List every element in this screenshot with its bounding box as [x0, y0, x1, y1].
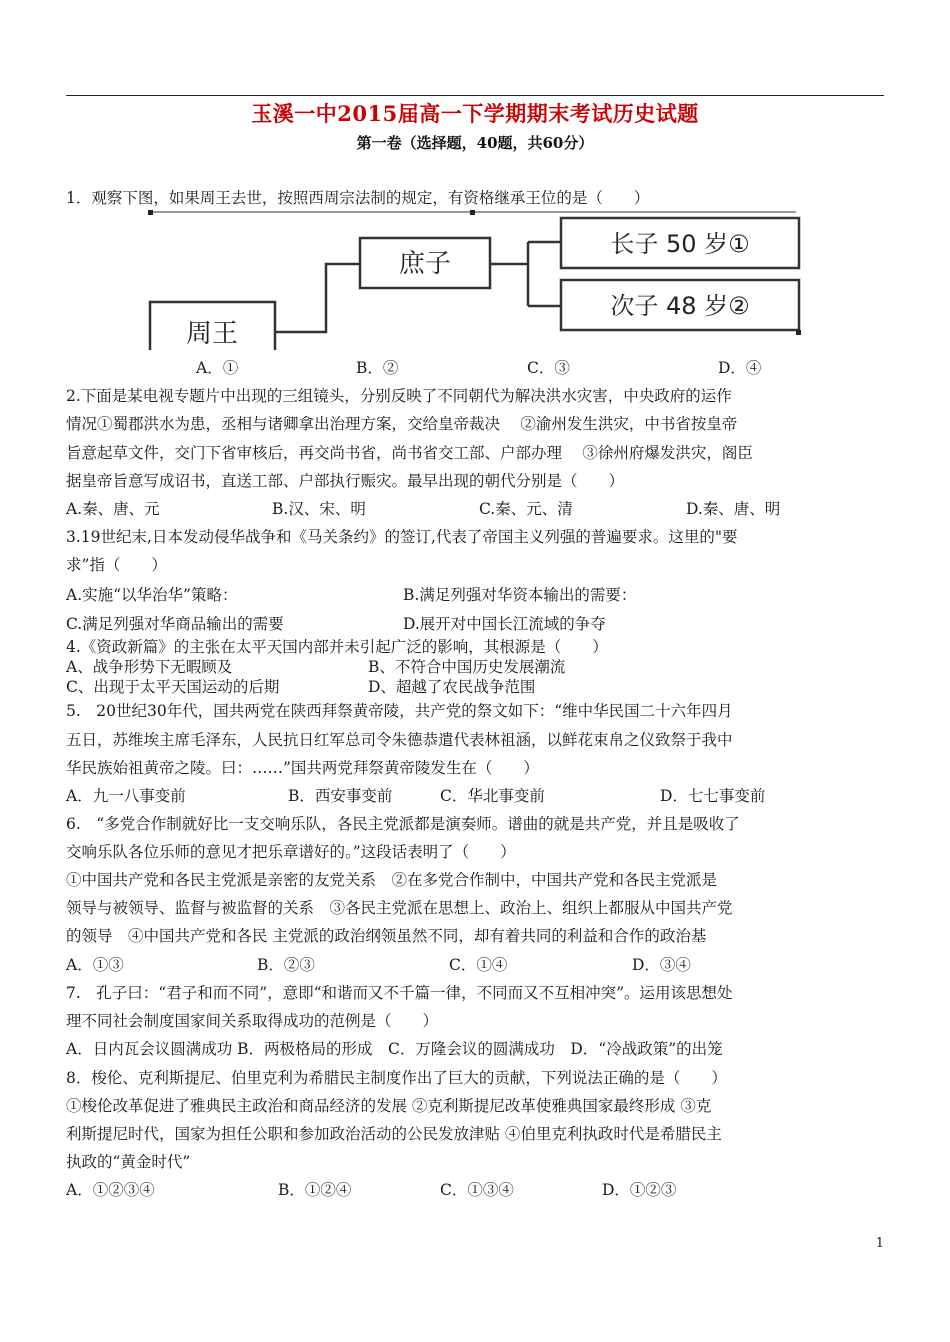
q2-option-b: B.汉、宋、明 [272, 500, 366, 518]
q8-option-a: A．①②③④ [66, 1181, 155, 1199]
q8-line: 8．梭伦、克利斯提尼、伯里克利为希腊民主制度作出了巨大的贡献，下列说法正确的是（ ） [66, 1069, 727, 1087]
q7-line: 7. 孔子曰：“君子和而不同”，意即“和谐而又不千篇一律，不同而又不互相冲突”。运用该思想处 [66, 984, 733, 1002]
q5-line: 五日，苏维埃主席毛泽东，人民抗日红军总司令朱德恭遣代表林祖涵，以鲜花束帛之仪致祭于我中 [66, 731, 733, 749]
q3-option-c: C.满足列强对华商品输出的需要 [66, 615, 284, 633]
q1-option-a: A．① [196, 359, 239, 377]
q5-option-b: B．西安事变前 [288, 787, 393, 805]
q1-option-c: C．③ [527, 359, 570, 377]
king-link [275, 264, 360, 332]
q8-option-d: D．①②③ [602, 1181, 677, 1199]
section-subtitle: 第一卷（选择题，40题，共60分） [356, 134, 594, 152]
q6-line: 交响乐队各位乐师的意见才把乐章谱好的。”这段话表明了（ ） [66, 843, 516, 861]
q1-lineage-diagram [148, 210, 803, 350]
q8-line: 利斯提尼时代，国家为担任公职和参加政治活动的公民发放津贴 ④伯里克利执政时代是希腊民主 [66, 1125, 722, 1143]
handle [796, 330, 801, 335]
handle [148, 210, 153, 215]
q3-option-d: D.展开对中国长江流域的争夺 [403, 615, 606, 633]
q6-line: ①中国共产党和各民主党派是亲密的友党关系 ②在多党合作制中，中国共产党和各民主党派是 [66, 871, 718, 889]
q2-line: 2.下面是某电视专题片中出现的三组镜头，分别反映了不同朝代为解决洪水灾害，中央政府的运作 [66, 387, 732, 405]
header-rule [66, 95, 884, 96]
handle [470, 210, 475, 215]
lineage-svg [148, 210, 803, 350]
q5-option-d: D．七七事变前 [660, 787, 766, 805]
q4-stem: 4.《资政新篇》的主张在太平天国内部并未引起广泛的影响，其根源是（ ） [66, 638, 608, 656]
q2-option-a: A.秦、唐、元 [66, 500, 160, 518]
q6-line: 领导与被领导、监督与被监督的关系 ③各民主党派在思想上、政治上、组织上都服从中国共产党 [66, 899, 733, 917]
q4-option-a: A、战争形势下无暇顾及 [66, 658, 233, 676]
q8-option-c: C．①③④ [440, 1181, 514, 1199]
q4-option-d: D、超越了农民战争范围 [368, 678, 536, 696]
q3-line: 3.19世纪末,日本发动侵华战争和《马关条约》的签订,代表了帝国主义列强的普遍要求。这里的"要 [66, 528, 738, 546]
q5-line: 华民族始祖黄帝之陵。曰：……”国共两党拜祭黄帝陵发生在（ ） [66, 759, 539, 777]
q4-option-c: C、出现于太平天国运动的后期 [66, 678, 280, 696]
q1-option-b: B．② [356, 359, 399, 377]
page-number: 1 [875, 1236, 884, 1251]
q8-line: ①梭伦改革促进了雅典民主政治和商品经济的发展 ②克利斯提尼改革使雅典国家最终形成 ③克 [66, 1097, 712, 1115]
q2-option-c: C.秦、元、清 [479, 500, 573, 518]
q2-line: 据皇帝旨意写成诏书，直送工部、户部执行赈灾。最早出现的朝代分别是（ ） [66, 472, 625, 490]
concubine-son-label: 庶子 [398, 249, 452, 279]
q1-stem: 1．观察下图，如果周王去世，按照西周宗法制的规定，有资格继承王位的是（ ） [66, 189, 650, 207]
q5-option-a: A．九一八事变前 [66, 787, 186, 805]
q6-option-d: D．③④ [632, 956, 691, 974]
son2-label: 次子 48 岁② [610, 292, 750, 320]
q2-option-d: D.秦、唐、明 [686, 500, 781, 518]
q2-line: 情况①蜀郡洪水为患，丞相与诸卿拿出治理方案，交给皇帝裁决 ②渝州发生洪灾，中书省按皇帝 [66, 415, 738, 433]
q6-option-b: B．②③ [257, 956, 315, 974]
q1-option-d: D．④ [718, 359, 762, 377]
q3-option-b: B.满足列强对华资本输出的需要： [403, 586, 637, 604]
q5-line: 5. 20世纪30年代，国共两党在陕西拜祭黄帝陵，共产党的祭文如下：“维中华民国二十六年四月 [66, 702, 733, 720]
q8-line: 执政的“黄金时代” [66, 1153, 191, 1171]
q2-line: 旨意起草文件，交门下省审核后，再交尚书省，尚书省交工部、户部办理 ③徐州府爆发洪灾，阁臣 [66, 444, 753, 462]
q4-option-b: B、不符合中国历史发展潮流 [368, 658, 566, 676]
q3-line: 求”指（ ） [66, 556, 167, 574]
q6-option-c: C．①④ [449, 956, 508, 974]
q3-option-a: A.实施“以华治华”策略： [66, 586, 238, 604]
q6-line: 6. “多党合作制就好比一支交响乐队，各民主党派都是演奏师。谱曲的就是共产党，并且是吸收了 [66, 815, 740, 833]
exam-title: 玉溪一中2015届高一下学期期末考试历史试题 [251, 101, 699, 126]
q6-option-a: A．①③ [66, 956, 124, 974]
king-label: 周王 [185, 319, 239, 349]
q6-line: 的领导 ④中国共产党和各民 主党派的政治纲领虽然不同，却有着共同的利益和合作的政治基 [66, 927, 707, 945]
q7-line: 理不同社会制度国家间关系取得成功的范例是（ ） [66, 1012, 439, 1030]
son1-label: 长子 50 岁① [610, 230, 750, 258]
q7-options: A．日内瓦会议圆满成功 B．两极格局的形成 C．万隆会议的圆满成功 D．“冷战政策”的出笼 [66, 1040, 723, 1058]
sons-links [528, 242, 561, 306]
q5-option-c: C．华北事变前 [440, 787, 545, 805]
q8-option-b: B．①②④ [278, 1181, 352, 1199]
